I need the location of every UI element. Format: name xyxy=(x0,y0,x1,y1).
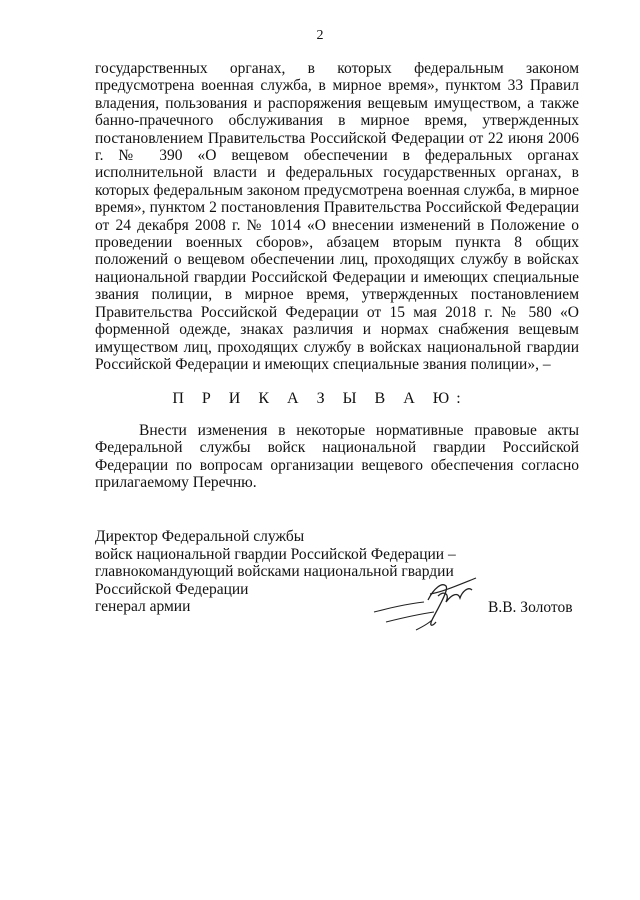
handwritten-signature xyxy=(372,572,480,632)
signer-title-line-1: Директор Федеральной службы xyxy=(95,528,305,545)
signer-name: В.В. Золотов xyxy=(488,599,573,616)
body-paragraph: государственных органах, в которых федеральным законом предусмотрена военная служба, в мирное время», пунктом 33 Правил владения, пользования и распоряжения вещевым имуществом, а также банно-прачечного обслуживания в мирное время, утвержденных постановлением Правительства Российской Федерации от 22 июня 2006 г. № 390 «О вещевом обеспечении в федеральных органах исполнительной власти и федеральных государственных органах, в которых федеральным законом предусмотрена военная служба, в мирное время», пунктом 2 постановления Правительства Российской Федерации от 24 декабря 2008 г. № 1014 «О внесении изменений в Положение о проведении военных сборов», абзацем вторым пункта 8 общих положений о вещевом обеспечении лиц, проходящих службу в войсках национальной гвардии Российской Федерации и имеющих специальные звания полиции, в мирное время, утвержденных постановлением Правительства Российской Федерации от 15 мая 2018 г. № 580 «О форменной одежде, знаках различия и нормах снабжения вещевым имуществом лиц, проходящих службу в войсках национальной гвардии Российской Федерации и имеющих специальные звания полиции», – xyxy=(95,60,579,373)
order-paragraph: Внести изменения в некоторые нормативные правовые акты Федеральной службы войск национальной гвардии Российской Федерации по вопросам организации вещевого обеспечения согласно прилагаемому Перечню. xyxy=(95,422,579,492)
page-number: 2 xyxy=(316,28,324,43)
signer-title-line-2: войск национальной гвардии Российской Федерации – xyxy=(95,545,456,563)
signer-title-line-3: главнокомандующий войсками национальной гвардии xyxy=(95,563,454,581)
order-heading: П Р И К А З Ы В А Ю: xyxy=(172,390,468,407)
signer-rank: генерал армии xyxy=(95,598,191,616)
signer-title-line-4: Российской Федерации xyxy=(95,580,249,598)
